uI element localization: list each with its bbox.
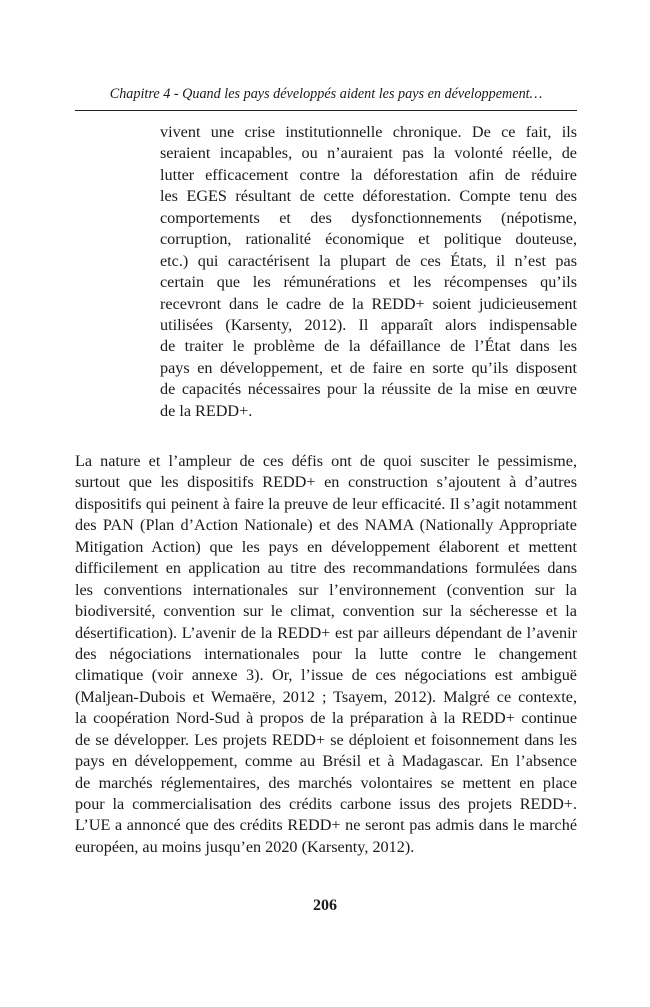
text-line: pour la commercialisation des crédits carbone issus des projets REDD+. xyxy=(75,795,577,813)
text-line: lutter efficacement contre la déforestation afin de réduire xyxy=(160,165,577,184)
text-line: des PAN (Plan d’Action Nationale) et des NAMA (Nationally Appropriate xyxy=(75,516,577,535)
header-rule xyxy=(75,110,577,111)
text-line: surtout que les dispositifs REDD+ en construction s’ajoutent à d’autres xyxy=(75,473,577,492)
text-line: certain que les rémunérations et les récompenses qu’ils xyxy=(160,273,577,292)
body-paragraph xyxy=(75,451,577,858)
text-line: (Maljean-Dubois et Wemaëre, 2012 ; Tsayem, 2012). Malgré ce contexte, xyxy=(75,687,577,706)
text-line: de se développer. Les projets REDD+ se déploient et foisonnement dans les xyxy=(75,730,577,749)
text-line: de marchés réglementaires, des marchés volontaires se mettent en place xyxy=(75,773,577,792)
text-line: dispositifs qui peinent à faire la preuve de leur efficacité. Il s’agit notamment xyxy=(75,494,577,513)
text-line: Mitigation Action) que les pays en développement élaborent et mettent xyxy=(75,537,577,556)
text-line: La nature et l’ampleur de ces défis ont de quoi susciter le pessimisme, xyxy=(75,452,577,470)
text-line: de la REDD+. xyxy=(160,401,253,420)
text-line: pays en développement, et de faire en sorte qu’ils disposent xyxy=(160,358,577,377)
page-number: 206 xyxy=(313,897,337,914)
text-line: les conventions internationales sur l’environnement (convention sur la xyxy=(75,580,577,599)
running-header: Chapitre 4 - Quand les pays développés aident les pays en développement… xyxy=(109,86,543,102)
text-line: L’UE a annoncé que des crédits REDD+ ne seront pas admis dans le marché xyxy=(75,816,577,835)
text-line: de capacités nécessaires pour la réussite de la mise en œuvre xyxy=(160,380,577,399)
text-line: climatique (voir annexe 3). Or, l’issue de ces négociations est ambiguë xyxy=(75,666,577,685)
text-line: pays en développement, comme au Brésil et à Madagascar. En l’absence xyxy=(75,752,577,771)
text-line: seraient incapables, ou n’auraient pas la volonté réelle, de xyxy=(160,144,577,163)
text-line: utilisées (Karsenty, 2012). Il apparaît alors indispensable xyxy=(160,315,577,334)
text-line: corruption, rationalité économique et politique douteuse, xyxy=(160,230,577,249)
text-line: biodiversité, convention sur le climat, convention sur la sécheresse et la xyxy=(75,602,577,621)
block-quote xyxy=(160,122,577,422)
text-line: de traiter le problème de la défaillance de l’État dans les xyxy=(160,337,577,356)
text-line: européen, au moins jusqu’en 2020 (Karsenty, 2012). xyxy=(75,837,415,856)
text-line: désertification). L’avenir de la REDD+ est par ailleurs dépendant de l’avenir xyxy=(75,623,577,642)
text-line: des négociations internationales pour la lutte contre le changement xyxy=(75,644,577,663)
text-line: etc.) qui caractérisent la plupart de ces États, il n’est pas xyxy=(160,251,577,270)
text-line: les EGES résultant de cette déforestation. Compte tenu des xyxy=(160,187,577,206)
text-line: recevront dans le cadre de la REDD+ soient judicieusement xyxy=(160,294,577,313)
text-line: difficilement en application au titre des recommandations formulées dans xyxy=(75,559,577,578)
text-line: comportements et des dysfonctionnements (népotisme, xyxy=(160,208,577,227)
text-line: la coopération Nord-Sud à propos de la préparation à la REDD+ continue xyxy=(75,709,577,728)
text-line: vivent une crise institutionnelle chronique. De ce fait, ils xyxy=(160,123,577,141)
